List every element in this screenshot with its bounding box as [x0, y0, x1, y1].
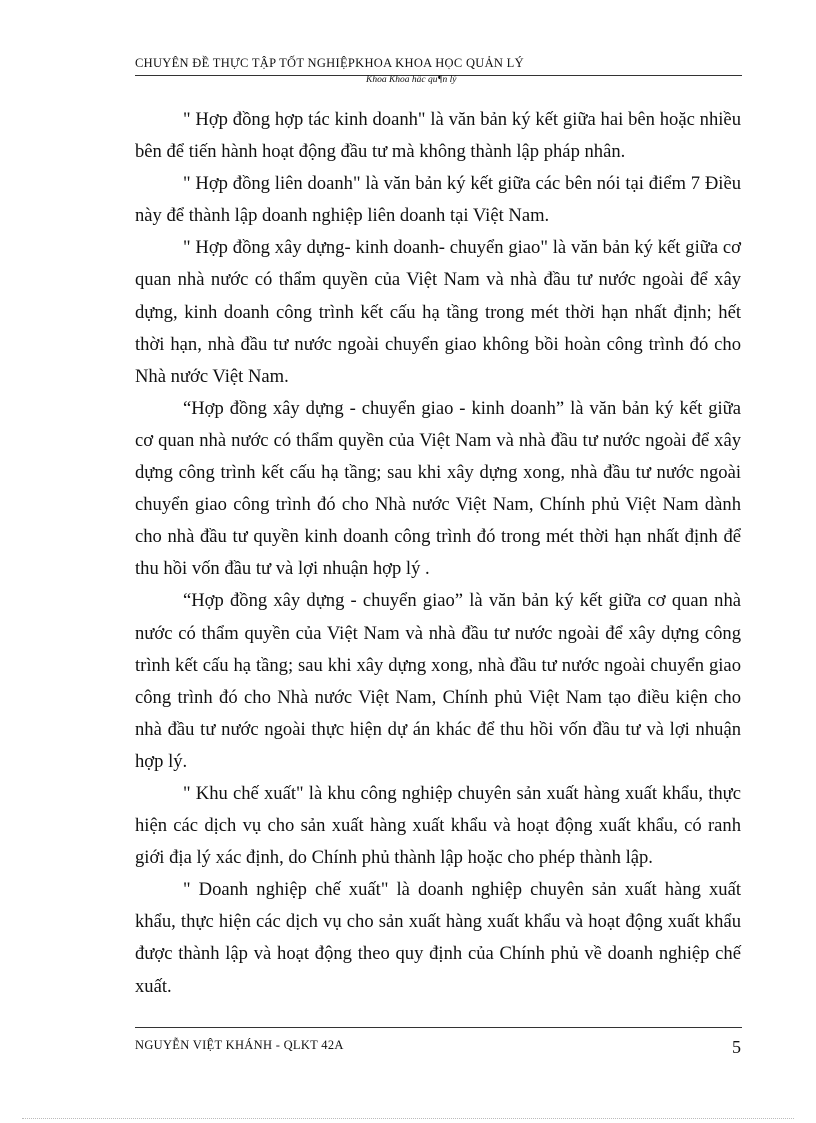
header-title: CHUYÊN ĐỀ THỰC TẬP TỐT NGHIỆPKHOA KHOA HỌC QUẢN LÝ — [135, 56, 524, 70]
footer-author: NGUYỄN VIỆT KHÁNH - QLKT 42A — [135, 1038, 344, 1052]
paragraph-bto: “Hợp đồng xây dựng - chuyển giao - kinh doanh” là văn bản ký kết giữa cơ quan nhà nước có thẩm quyền của Việt Nam và nhà đầu tư nước ngoài để xây dựng công trình kết cấu hạ tầng; sau khi xây dựng xong, nhà đầu tư nước ngoài chuyển giao công trình đó cho Nhà nước Việt Nam, Chính phủ Việt Nam dành cho nhà đầu tư quyền kinh doanh công trình đó trong mét thời hạn nhất định để thu hồi vốn đầu tư và lợi nhuận hợp lý . — [135, 397, 741, 580]
paragraph-hop-dong-hop-tac: " Hợp đồng hợp tác kinh doanh" là văn bản ký kết giữa hai bên hoặc nhiều bên để tiến hành hoạt động đầu tư mà không thành lập pháp nhân. — [135, 109, 741, 163]
header-subtitle: Khoa Khoa häc qu¶n lý — [366, 75, 457, 85]
page-number: 5 — [732, 1037, 741, 1057]
footer-rule — [135, 1027, 742, 1028]
paragraph-bt: “Hợp đồng xây dựng - chuyển giao” là văn bản ký kết giữa cơ quan nhà nước có thẩm quyền của Việt Nam và nhà đầu tư nước ngoài để xây dựng công trình kết cấu hạ tầng; sau khi xây dựng xong, nhà đầu tư nước ngoài chuyển giao công trình đó cho Nhà nước Việt Nam, Chính phủ Việt Nam tạo điều kiện cho nhà đầu tư nước ngoài thực hiện dự án khác để thu hồi vốn đầu tư và lợi nhuận hợp lý. — [135, 590, 741, 772]
paragraph-khu-che-xuat: " Khu chế xuất" là khu công nghiệp chuyên sản xuất hàng xuất khẩu, thực hiện các dịch vụ cho sản xuất hàng xuất khẩu và hoạt động xuất khẩu, có ranh giới địa lý xác định, do Chính phủ thành lập hoặc cho phép thành lập. — [135, 782, 741, 869]
paragraph-doanh-nghiep-che-xuat: " Doanh nghiệp chế xuất" là doanh nghiệp chuyên sản xuất hàng xuất khẩu, thực hiện các dịch vụ cho sản xuất hàng xuất khẩu và hoạt động xuất khẩu được thành lập và hoạt động theo quy định của Chính phủ về doanh nghiệp chế xuất. — [135, 879, 741, 997]
paragraph-bot: " Hợp đồng xây dựng- kinh doanh- chuyển giao" là văn bản ký kết giữa cơ quan nhà nước có thẩm quyền của Việt Nam và nhà đầu tư nước ngoài để xây dựng, kinh doanh công trình kết cấu hạ tầng trong mét thời hạn nhất định; hết thời hạn, nhà đầu tư nước ngoài chuyển giao không bồi hoàn công trình đó cho Nhà nước Việt Nam. — [135, 237, 741, 387]
paragraph-hop-dong-lien-doanh: " Hợp đồng liên doanh" là văn bản ký kết giữa các bên nói tại điểm 7 Điều này để thành lập doanh nghiệp liên doanh tại Việt Nam. — [135, 173, 741, 227]
page-edge-dotted-line — [22, 1118, 794, 1119]
document-body — [135, 104, 741, 1003]
